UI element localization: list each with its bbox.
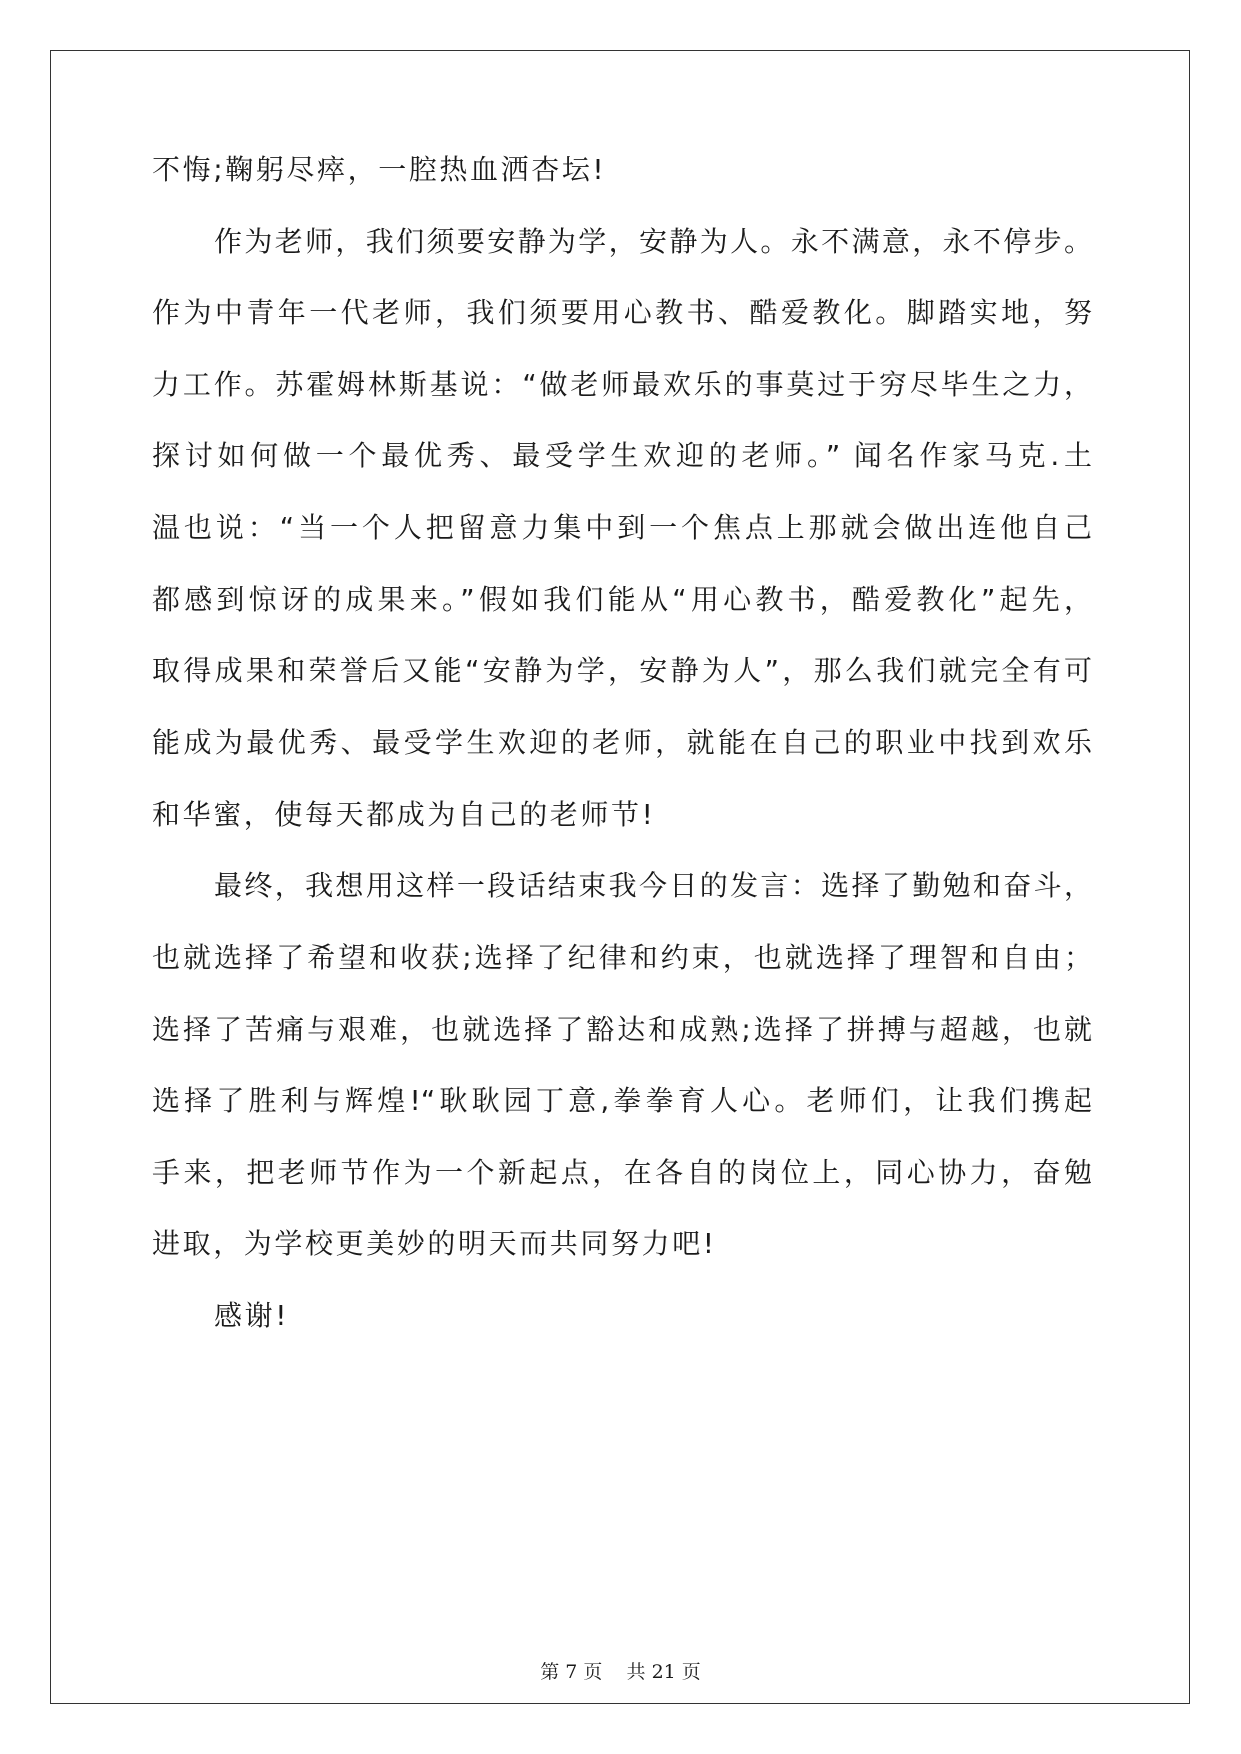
paragraph-start-line: 感谢!: [214, 1299, 290, 1332]
body-line: 力工作。苏霍姆林斯基说：“做老师最欢乐的事莫过于穷尽毕生之力，: [152, 368, 1092, 401]
body-line: 取得成果和荣誉后又能“安静为学，安静为人”，那么我们就完全有可: [152, 654, 1092, 687]
paragraph-start-line: 最终，我想用这样一段话结束我今日的发言：选择了勤勉和奋斗，: [214, 869, 1092, 902]
body-line: 温也说：“当一个人把留意力集中到一个焦点上那就会做出连他自己: [152, 511, 1092, 544]
body-line: 探讨如何做一个最优秀、最受学生欢迎的老师。” 闻名作家马克.土: [152, 439, 1092, 472]
body-line: 和华蜜，使每天都成为自己的老师节!: [152, 798, 656, 831]
body-line: 都感到惊讶的成果来。”假如我们能从“用心教书，酷爱教化”起先，: [152, 583, 1092, 616]
body-line: 进取，为学校更美妙的明天而共同努力吧!: [152, 1227, 717, 1260]
body-line: 作为中青年一代老师，我们须要用心教书、酷爱教化。脚踏实地，努: [152, 296, 1092, 329]
body-line: 也就选择了希望和收获;选择了纪律和约束，也就选择了理智和自由；: [152, 941, 1092, 974]
page-number-footer: 第 7 页 共 21 页: [540, 1661, 701, 1683]
body-line: 选择了苦痛与艰难，也就选择了豁达和成熟;选择了拼搏与超越，也就: [152, 1013, 1092, 1046]
paragraph-start-line: 作为老师，我们须要安静为学，安静为人。永不满意，永不停步。: [214, 225, 1092, 258]
body-line: 手来，把老师节作为一个新起点，在各自的岗位上，同心协力，奋勉: [152, 1156, 1092, 1189]
body-line: 不悔;鞠躬尽瘁，一腔热血洒杏坛!: [152, 153, 607, 186]
body-line: 选择了胜利与辉煌!“耿耿园丁意,拳拳育人心。老师们，让我们携起: [152, 1084, 1092, 1117]
body-line: 能成为最优秀、最受学生欢迎的老师，就能在自己的职业中找到欢乐: [152, 726, 1092, 759]
